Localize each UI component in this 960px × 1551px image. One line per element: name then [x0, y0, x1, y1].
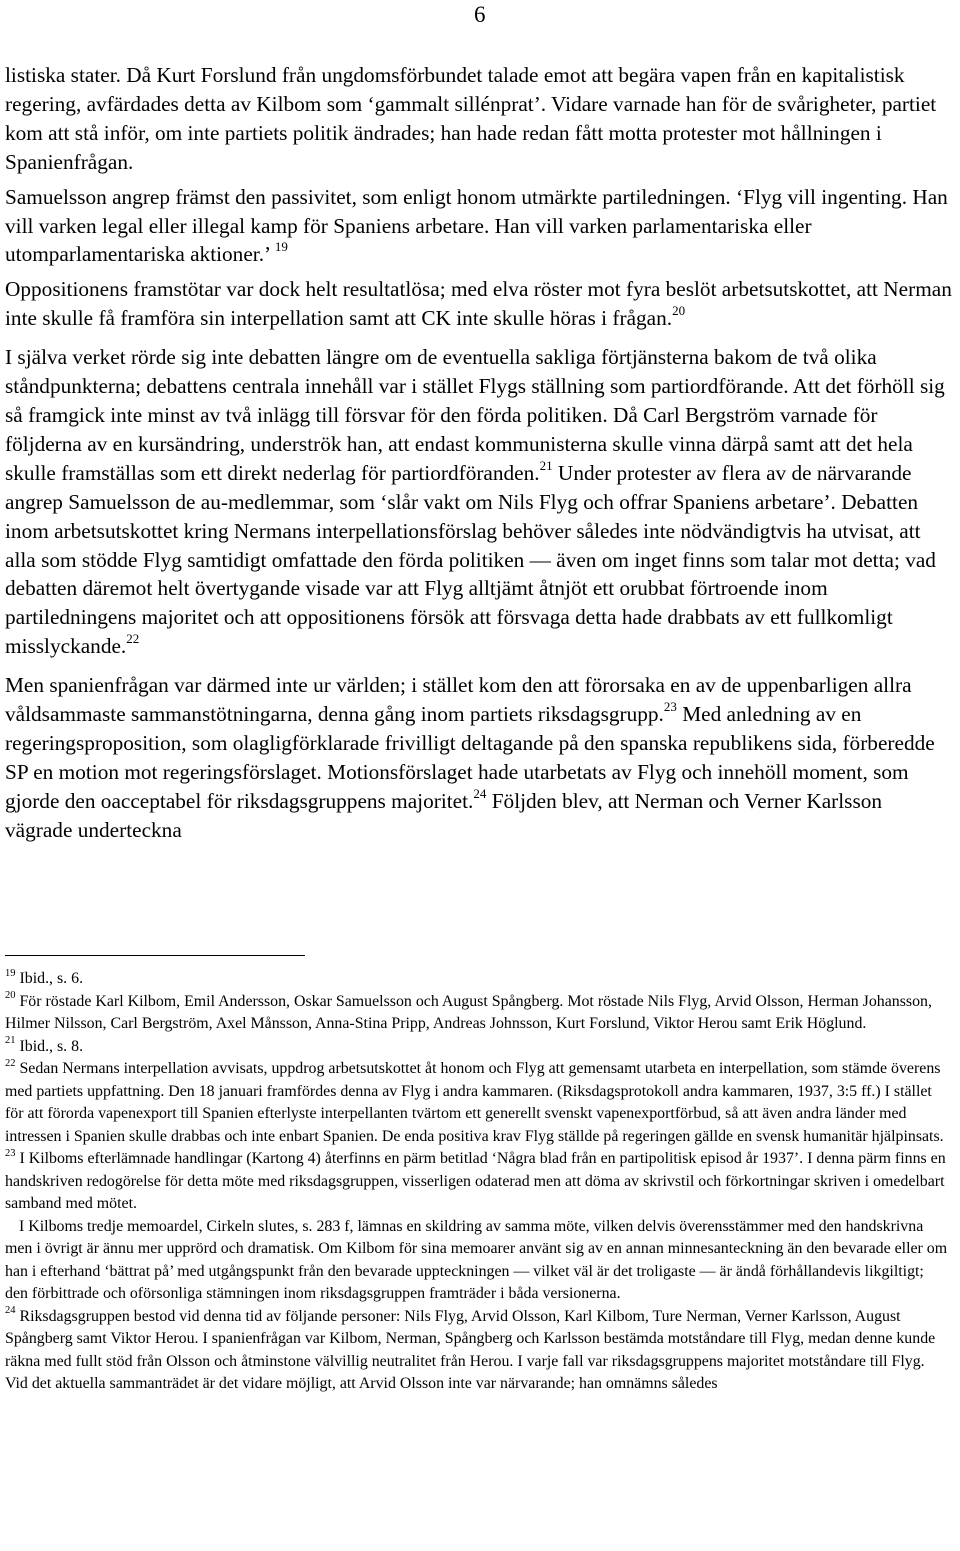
footnote-text: I Kilboms efterlämnade handlingar (Kartong 4) återfinns en pärm betitlad ‘Några blad från en partipolitisk episod år 1937’. I denna pärm finns en handskriven redogörelse för detta möte med riksdagsgruppen, visserligen odaterad men att döma av skrivstil och förkortningar skriven i omedelbart samband med mötet.: [5, 1150, 946, 1212]
paragraph-4: [5, 343, 953, 661]
paragraph-2: [5, 183, 953, 270]
paragraph-5-text-b: Med anledning av en regeringsproposition, som olagligförklarade frivilligt deltagande på den spanska republikens sida, förberedde SP en motion mot regeringsförslaget. Motionsförslaget hade utarbetats av Flyg och innehöll moment, som gjorde den oacceptabel för riksdagsgruppens majoritet.: [5, 702, 935, 813]
body-text: [5, 61, 953, 845]
footnote-number: 23: [5, 1147, 16, 1159]
paragraph-2-text: Samuelsson angrep främst den passivitet, som enligt honom utmärkte partiledningen. ‘Flyg vill ingenting. Han vill varken legal eller illegal kamp för Spaniens arbetare. Han vill varken parlamentariska eller utomparlamentariska aktioner.’: [5, 184, 948, 267]
footnote-23: [5, 1148, 950, 1216]
footnotes: [5, 968, 950, 1396]
paragraph-5: [5, 671, 953, 844]
footnote-ref-20[interactable]: 20: [672, 303, 686, 319]
footnote-22: [5, 1058, 950, 1148]
footnote-23-continuation: I Kilboms tredje memoardel, Cirkeln slutes, s. 283 f, lämnas en skildring av samma möte, vilken delvis överensstämmer med den handskrivna men i övrigt är ännu mer upprörd och dramatisk. Om Kilbom för sina memoarer använt sig av en annan minnesanteckning än den bevarade eller om han i efterhand ‘bättrat på’ med utgångspunkt från den bevarade uppteckningen — vilket väl är det troligaste — är ändå förhållandevis likgiltigt; den förbittrade och oförsonliga stämningen inom riksdagsgruppen framträder i båda versionerna.: [5, 1217, 948, 1302]
page-number: 6: [474, 2, 486, 27]
footnote-20: [5, 991, 950, 1036]
paragraph-1-text: listiska stater. Då Kurt Forslund från ungdomsförbundet talade emot att begära vapen från en kapitalistisk regering, avfärdades detta av Kilbom som ‘gammalt sillénprat’. Vidare varnade han för de svårigheter, partiet kom att stå inför, om inte partiets politik ändrades; han hade redan fått motta protester mot hållningen i Spanienfrågan.: [5, 63, 937, 174]
footnote-text: Sedan Nermans interpellation avvisats, uppdrog arbetsutskottet åt honom och Flyg att gemensamt utarbeta en interpellation, som stämde överens med partiets uppfattning. Den 18 januari framfördes denna av Flyg i andra kammaren. (Riksdagsprotokoll andra kammaren, 1937, 3:5 ff.) I stället för att förorda vapenexport till Spanien efterlyste interpellanten tvärtom ett generellt svenskt vapenexportförbud, så att även andra länder med intressen i Spanien skulle drabbas och inte enbart Spanien. De enda positiva krav Flyg ställde på regeringen gällde en svensk humanitär hjälpinsats.: [5, 1060, 944, 1145]
footnote-ref-21[interactable]: 21: [539, 457, 553, 473]
footnote-text: Riksdagsgruppen bestod vid denna tid av följande personer: Nils Flyg, Arvid Olsson, Karl Kilbom, Ture Nerman, Verner Karlsson, August Spångberg samt Viktor Herou. I spanienfrågan var Kilbom, Nerman, Spångberg och Karlsson bestämda motståndare till Flyg, medan denne kunde räkna med fullt stöd från Olsson och åtminstone välvillig neutralitet från Herou. I varje fall var riksdagsgruppens majoritet motståndare till Flyg. Vid det aktuella sammanträdet är det vidare möjligt, att Arvid Olsson inte var närvarande; han omnämns således: [5, 1307, 936, 1392]
paragraph-3: [5, 275, 953, 333]
footnote-number: 19: [5, 967, 16, 979]
footnote-number: 24: [5, 1305, 16, 1317]
paragraph-5-text-c: Följden blev, att Nerman och Verner Karlsson vägrade underteckna: [5, 788, 883, 842]
paragraph-5-text-a: Men spanienfrågan var därmed inte ur världen; i stället kom den att förorsaka en av de uppenbarligen allra våldsammaste sammanstötningarna, denna gång inom partiets riksdagsgrupp.: [5, 673, 912, 727]
footnote-19: [5, 968, 950, 991]
footnote-text: Ibid., s. 6.: [15, 970, 84, 987]
footnote-ref-23[interactable]: 23: [663, 698, 677, 714]
footnote-ref-22[interactable]: 22: [126, 631, 140, 647]
paragraph-1: [5, 61, 953, 177]
footnote-separator: [5, 955, 305, 956]
paragraph-4-text-a: I själva verket rörde sig inte debatten längre om de eventuella sakliga förtjänsterna bakom de två olika ståndpunkterna; debattens centrala innehåll var i stället Flygs ställning som partiordförande. Att det förhöll sig så framgick inte minst av två inlägg till försvar för den förda politiken. Då Carl Bergström varnade för följderna av en kursändring, underströk han, att endast kommunisterna skulle vinna därpå samt att det hela skulle framställas som ett direkt nederlag för partiordföranden.: [5, 345, 945, 485]
footnote-number: 22: [5, 1057, 16, 1069]
footnote-number: 20: [5, 990, 16, 1002]
footnote-text: För röstade Karl Kilbom, Emil Andersson, Oskar Samuelsson och August Spångberg. Mot röstade Nils Flyg, Arvid Olsson, Herman Johansson, Hilmer Nilsson, Carl Bergström, Axel Månsson, Anna-Stina Pripp, Andreas Johnsson, Kurt Forslund, Viktor Herou samt Erik Höglund.: [5, 992, 932, 1032]
footnote-ref-19[interactable]: 19: [274, 239, 288, 255]
paragraph-4-text-b: Under protester av flera av de närvarande angrep Samuelsson de au-medlemmar, som ‘slår vakt om Nils Flyg och offrar Spaniens arbetare’. Debatten inom arbetsutskottet kring Nermans interpellationsförslag behöver således inte nödvändigtvis ha utvisat, att alla som stödde Flyg samtidigt omfattade den förda politiken — även om inget finns som talar mot detta; vad debatten däremot helt övertygande visade var att Flyg alltjämt åtnjöt ett orubbat förtroende inom partiledningens majoritet och att oppositionens försök att försvaga detta hade drabbats av ett fullkomligt misslyckande.: [5, 460, 936, 659]
footnote-ref-24[interactable]: 24: [473, 785, 487, 801]
footnote-24: [5, 1306, 950, 1396]
footnote-text: Ibid., s. 8.: [15, 1037, 84, 1055]
footnote-21: [5, 1036, 950, 1059]
footnote-number: 21: [5, 1035, 16, 1047]
paragraph-3-text: Oppositionens framstötar var dock helt resultatlösa; med elva röster mot fyra beslöt arbetsutskottet, att Nerman inte skulle få framföra sin interpellation samt att CK inte skulle höras i frågan.: [5, 277, 952, 331]
